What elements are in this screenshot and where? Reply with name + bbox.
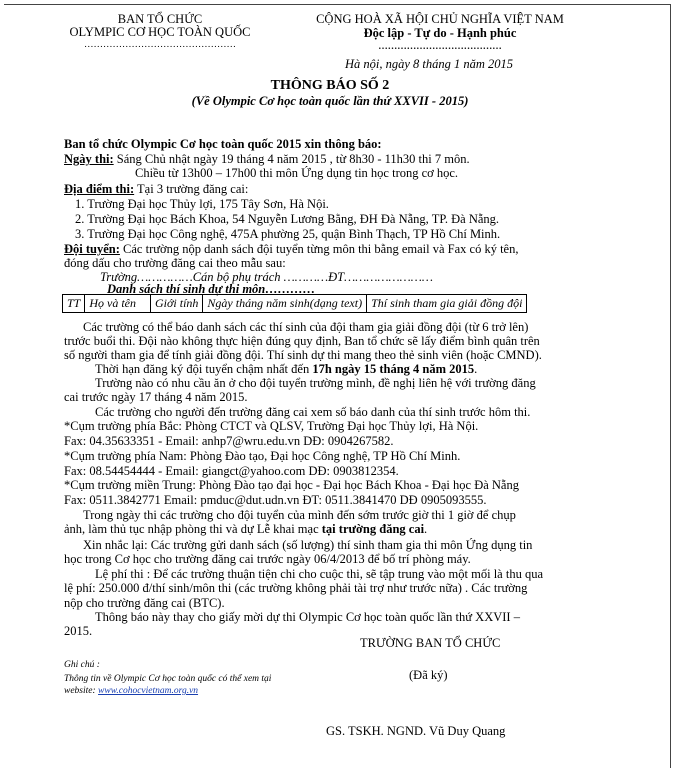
deadline-line xyxy=(95,362,477,376)
team-line2: đóng dấu cho trường đăng cai theo mẫu sau: xyxy=(64,256,286,270)
paragraph-line: lệ phí: 250.000 đ/thí sinh/môn thi (các trường không phải tài trợ như trước nữa) . Các trường xyxy=(64,581,528,595)
opening-line xyxy=(64,522,427,536)
table-header-cell: Thí sinh tham gia giải đồng đội xyxy=(367,295,527,313)
exam-day-line xyxy=(64,152,470,166)
motto: Độc lập - Tự do - Hạnh phúc xyxy=(363,26,517,40)
team-label: Đội tuyển: xyxy=(64,242,120,256)
exam-day-label: Ngày thi: xyxy=(64,152,114,166)
table-header-cell: Họ và tên xyxy=(85,295,151,313)
paragraph-line: nộp cho trường đăng cai (BTC). xyxy=(64,596,225,610)
intro-line: Ban tổ chức Olympic Cơ học toàn quốc 2015 xin thông báo: xyxy=(64,137,382,151)
contact-central-fax: Fax: 0511.3842771 Email: pmduc@dut.udn.vn ĐT: 0511.3841470 DĐ 0905093555. xyxy=(64,493,487,507)
exam-day-morning: Sáng Chủ nhật ngày 19 tháng 4 năm 2015 , từ 8h30 - 11h30 thi 7 môn. xyxy=(113,152,470,166)
table-header-cell: Giới tính xyxy=(151,295,203,313)
paragraph-line: Trường nào có nhu cầu ăn ở cho đội tuyển trường mình, đề nghị liên hệ với trường đăng xyxy=(95,376,536,390)
deadline-date: 17h ngày 15 tháng 4 năm 2015 xyxy=(312,362,475,376)
notes-website-line xyxy=(64,686,198,697)
paragraph-line: trước buổi thi. Đội nào không thực hiện đúng quy định, Ban tổ chức sẽ lấy điểm bình quân trên xyxy=(64,334,540,348)
registration-table xyxy=(62,294,527,313)
team-line xyxy=(64,242,518,256)
exam-day-afternoon: Chiều từ 13h00 – 17h00 thi môn Ứng dụng tin học trong cơ học. xyxy=(135,166,459,180)
contact-north-fax: Fax: 04.35633351 - Email: anhp7@wru.edu.vn DĐ: 0904267582. xyxy=(64,434,394,448)
list-title: Danh sách thí sinh dự thi môn………… xyxy=(107,282,316,296)
notes-website-label: website: xyxy=(64,686,99,696)
org-name-line1: BAN TỔ CHỨC xyxy=(117,12,203,26)
country-name: CỘNG HOÀ XÃ HỘI CHỦ NGHĨA VIỆT NAM xyxy=(316,12,564,26)
paragraph-line: số người tham gia để tính giải đồng đội. Thí sinh dự thi mang theo thẻ sinh viên (hoặc CMND). xyxy=(64,348,542,362)
paragraph-line: Các trường có thể báo danh sách các thí sinh của đội tham gia giải đồng đội (từ 6 trở lên) xyxy=(83,320,529,334)
table-header-cell: TT xyxy=(63,295,85,313)
paragraph-line: Xin nhắc lại: Các trường gửi danh sách (số lượng) thí sinh tham gia thi môn Ứng dụng tin xyxy=(83,538,533,552)
table-header-row xyxy=(63,295,527,313)
paragraph-line: Các trường cho người đến trường đăng cai xem số báo danh của thí sinh trước hôm thi. xyxy=(95,405,531,419)
venue-item: 1. Trường Đại học Thủy lợi, 175 Tây Sơn, Hà Nội. xyxy=(75,197,329,211)
paragraph-line: học trong Cơ học cho trường đăng cai trước ngày 06/4/2013 để bố trí phòng máy. xyxy=(64,552,471,566)
team-template-line: Trường……………Cán bộ phụ trách …………ĐT…………………… xyxy=(100,270,434,284)
venue-item: 2. Trường Đại học Bách Khoa, 54 Nguyễn Lương Bằng, ĐH Đà Nẵng, TP. Đà Nẵng. xyxy=(75,212,500,226)
paragraph-line: Thông báo này thay cho giấy mời dự thi Olympic Cơ học toàn quốc lần thứ XXVII – xyxy=(95,610,520,624)
contact-south: *Cụm trường phía Nam: Phòng Đào tạo, Đại học Công nghệ, TP Hồ Chí Minh. xyxy=(64,449,461,463)
table-header-cell: Ngày tháng năm sinh(dạng text) xyxy=(203,295,367,313)
opening-end: . xyxy=(424,522,428,536)
notes-label: Ghi chú : xyxy=(64,660,100,670)
page-border-right xyxy=(670,4,671,768)
venue-item: 3. Trường Đại học Công nghệ, 475A phường 25, quận Bình Thạch, TP Hồ Chí Minh. xyxy=(75,227,501,241)
org-name-line2: OLYMPIC CƠ HỌC TOÀN QUỐC xyxy=(69,25,251,39)
paragraph-line: cai trước ngày 17 tháng 4 năm 2015. xyxy=(64,390,248,404)
paragraph-line: Trong ngày thi các trường cho đội tuyển của mình đến sớm trước giờ thi 1 giờ để chụp xyxy=(83,508,516,522)
document-date: Hà nội, ngày 8 tháng 1 năm 2015 xyxy=(345,57,514,71)
page-border-top xyxy=(4,4,671,5)
venue-label: Địa điểm thi: xyxy=(64,182,135,196)
motto-dots: ………………………………… xyxy=(378,42,502,52)
venue-text: Tại 3 trường đăng cai: xyxy=(134,182,249,196)
org-dots: ………………………………………… xyxy=(84,40,236,50)
team-text: Các trường nộp danh sách đội tuyển từng môn thi bằng email và Fax có ký tên, xyxy=(119,242,519,256)
website-link[interactable]: www.cohocvietnam.org.vn xyxy=(98,686,199,696)
notice-title: THÔNG BÁO SỐ 2 xyxy=(270,78,390,93)
contact-central: *Cụm trường miền Trung: Phòng Đào tạo đại học - Đại học Bách Khoa - Đại học Đà Nẵng xyxy=(64,478,519,492)
notice-subtitle: (Về Olympic Cơ học toàn quốc lần thứ XXVII - 2015) xyxy=(191,94,469,108)
paragraph-line: Lệ phí thi : Để các trường thuận tiện chi cho cuộc thi, sẽ tập trung vào một mối là thu qua xyxy=(95,567,543,581)
signer-name: GS. TSKH. NGND. Vũ Duy Quang xyxy=(326,724,506,738)
opening-venue: tại trường đăng cai xyxy=(321,522,425,536)
signer-title: TRƯỜNG BAN TỔ CHỨC xyxy=(360,636,501,650)
venue-line xyxy=(64,182,248,196)
signed-mark: (Đã ký) xyxy=(409,668,448,682)
notes-line: Thông tin về Olympic Cơ học toàn quốc có thể xem tại xyxy=(64,674,272,684)
contact-north: *Cụm trường phía Bắc: Phòng CTCT và QLSV, Trường Đại học Thủy lợi, Hà Nội. xyxy=(64,419,479,433)
deadline-end: . xyxy=(474,362,478,376)
opening-text: ảnh, làm thủ tục nhập phòng thi và dự Lễ khai mạc xyxy=(64,522,322,536)
contact-south-fax: Fax: 08.54454444 - Email: giangct@yahoo.com DĐ: 0903812354. xyxy=(64,464,399,478)
deadline-text: Thời hạn đăng ký đội tuyển chậm nhất đến xyxy=(95,362,313,376)
paragraph-line: 2015. xyxy=(64,624,93,638)
